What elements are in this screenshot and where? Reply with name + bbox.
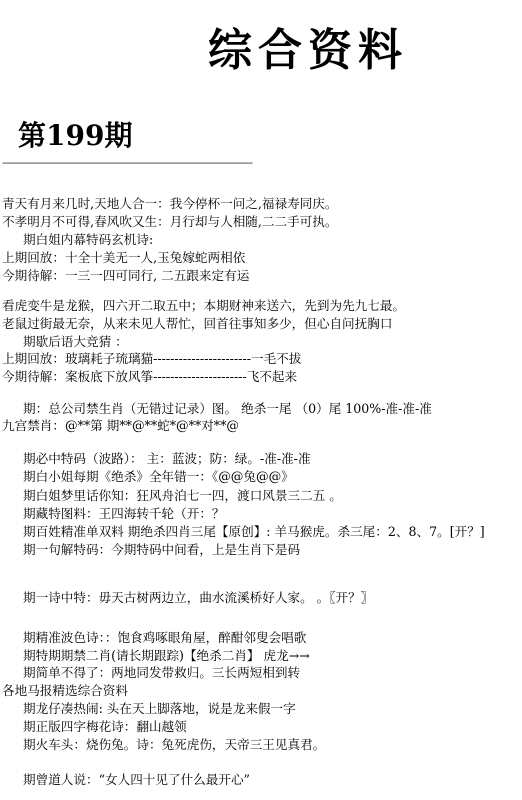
nine-palace-line: 九宫禁肖：@**第 期**@**蛇*@**对**@ (2, 418, 239, 433)
dream-line: 期白姐梦里话你知：狂风舟泊七一四，渡口风景三二五 。 (23, 488, 342, 503)
treasure-line: 期藏特图料：王四海转千轮（开：？ (23, 506, 225, 521)
riddle-heading: 期歇后语大竞猜 ： (23, 334, 128, 349)
selection-heading: 各地马报精选综合资料 (2, 683, 128, 698)
riddle-review: 上期回放：玻璃耗子琉璃猫-----------------------一毛不拔 (2, 351, 302, 366)
wave-line: 期必中特码（波路）： 主：蓝波；防：绿。-准-准-准 (23, 451, 311, 466)
document-title: 综合资料 (208, 25, 408, 76)
folk-line: 期百姓精准单双料 期绝杀四肖三尾【原创】: 羊马猴虎。杀三尾：2、8、7。[开？] (23, 524, 485, 539)
dragon-head-line: 期龙仔凑热闹: 头在天上脚落地，说是龙来假一字 (23, 701, 296, 716)
two-zodiac-line: 期特期期禁二肖(请长期跟踪)【绝杀二肖】 虎龙→→ (23, 648, 310, 663)
wave-poem-line: 期精准波色诗：：饱食鸡啄眼角屋，醉酣邻叟会唱歌 (23, 630, 307, 645)
riddle-line-1: 看虎变牛是龙猴，四六开二取五中；本期财神来送六，先到为先九七最。 (2, 298, 405, 313)
forbidden-zodiac-line: 期：总公司禁生肖（无错过记录）图。 绝杀一尾 （0）尾 100%-准-准-准 (23, 401, 432, 416)
plum-poem-line: 期正版四字梅花诗：翻山越领 (23, 719, 187, 734)
poem-line-2: 不孝明月不可得,春风吹又生：月行却与人相随,二二手可执。 (2, 214, 338, 229)
simple-line: 期简单不得了：两地同发带救归。三长两短相到转 (23, 665, 301, 680)
dashed-divider: -------------------------------------------------------------------------------------------- (2, 156, 252, 169)
riddle-line-2: 老鼠过街最无奈，从来未见人帮忙，回首往事知多少，但心自问抚胸口 (2, 316, 393, 331)
poem-decode: 今期待解：一三一四可同行, 二五跟来定有运 (2, 268, 250, 283)
poem-line-1: 青天有月来几时,天地人合一：我今停杯一问之,福禄寿同庆。 (2, 196, 338, 211)
poem-special-line: 期一诗中特：毋天古树两边立，曲水流溪桥好人家。 。〖开？〗 (23, 590, 374, 605)
taoist-line: 期曾道人说：“女人四十见了什么最开心” (23, 772, 250, 787)
poem-review: 上期回放：十全十美无一人,玉兔嫁蛇两相依 (2, 250, 246, 265)
riddle-decode: 今期待解：案板底下放风筝----------------------飞不起来 (2, 369, 298, 384)
one-line-code: 期一句解特码：今期特码中间看，上是生肖下是码 (23, 542, 301, 557)
fire-line: 期火车头：烧伤兔。诗：兔死虎伤，天帝三王见真君。 (23, 737, 326, 752)
poem-heading: 期白姐内幕特码玄机诗: (23, 232, 154, 247)
kill-all-line: 期白小姐每期《绝杀》全年错一：《@@兔@@》 (23, 469, 294, 484)
issue-number: 第199期 (18, 119, 133, 152)
